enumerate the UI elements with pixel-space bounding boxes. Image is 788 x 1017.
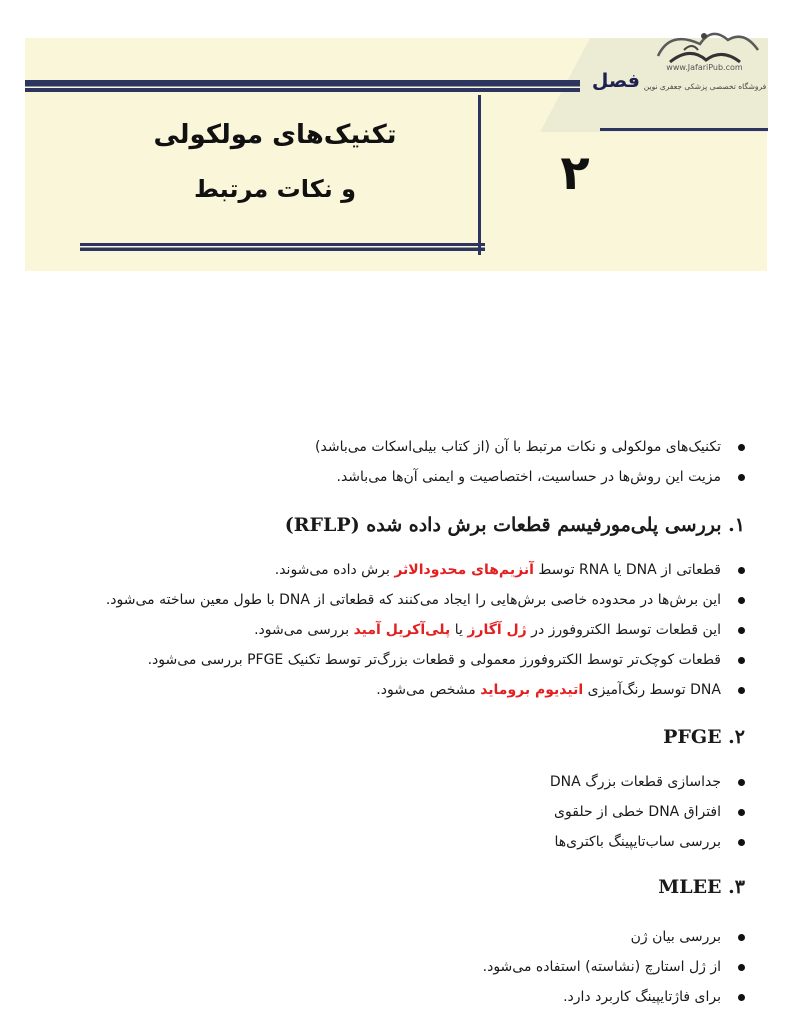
chapter-label: فصل <box>591 70 640 92</box>
section-mlee-list-container <box>80 927 745 1017</box>
intro-list-container <box>80 437 745 497</box>
banner-stripe-top <box>25 80 580 92</box>
list-item: افتراق DNA خطی از حلقوی <box>80 802 745 832</box>
rflp-list <box>80 560 745 710</box>
section-mlee <box>80 872 745 902</box>
highlight-term: ژل آگارز <box>467 622 527 638</box>
logo-subtitle: فروشگاه تخصصی پزشکی جعفری نوین <box>643 82 767 91</box>
section-heading: ۳. MLEE <box>658 876 745 898</box>
tab-underline <box>600 128 768 131</box>
list-item: از ژل استارچ (نشاسته) استفاده می‌شود. <box>80 957 745 987</box>
section-heading: ۱. بررسی پلی‌مورفیسم قطعات برش داده شده (RFLP) <box>284 514 745 536</box>
list-item: قطعاتی از DNA یا RNA توسط آنزیم‌های محدودالاثر برش داده می‌شوند. <box>80 560 745 590</box>
chapter-number: ۲ <box>560 145 590 201</box>
highlight-term: آنزیم‌های محدودالاثر <box>394 562 534 578</box>
list-item: DNA توسط رنگ‌آمیزی اتیدیوم بروماید مشخص می‌شود. <box>80 680 745 710</box>
list-item: جداسازی قطعات بزرگ DNA <box>80 772 745 802</box>
highlight-term: پلی‌آکریل آمید <box>353 622 451 638</box>
chapter-title-line1: تکنیک‌های مولکولی <box>153 120 397 150</box>
pfge-list <box>80 772 745 862</box>
intro-list <box>80 437 745 497</box>
highlight-term: اتیدیوم بروماید <box>480 682 584 698</box>
list-item: قطعات کوچک‌تر توسط الکتروفورز معمولی و قطعات بزرگ‌تر توسط تکنیک PFGE بررسی می‌شود. <box>80 650 745 680</box>
mlee-list <box>80 927 745 1017</box>
list-item: تکنیک‌های مولکولی و نکات مرتبط با آن (از کتاب بیلی‌اسکات می‌باشد) <box>80 437 745 467</box>
banner-divider <box>478 95 481 255</box>
section-heading: ۲. PFGE <box>663 726 745 748</box>
section-rflp-list-container <box>80 560 745 710</box>
list-item: مزیت این روش‌ها در حساسیت، اختصاصیت و ایمنی آن‌ها می‌باشد. <box>80 467 745 497</box>
list-item: بررسی ساب‌تایپینگ باکتری‌ها <box>80 832 745 862</box>
list-item: برای فاژتایپینگ کاربرد دارد. <box>80 987 745 1017</box>
banner-stripe-bottom <box>80 243 485 251</box>
section-pfge <box>80 722 745 752</box>
section-pfge-list-container <box>80 772 745 862</box>
list-item: این قطعات توسط الکتروفورز در ژل آگارز یا پلی‌آکریل آمید بررسی می‌شود. <box>80 620 745 650</box>
logo-url: www.JafariPub.com <box>666 63 743 72</box>
section-rflp <box>80 510 745 540</box>
chapter-title-line2: و نکات مرتبط <box>193 175 357 203</box>
list-item: این برش‌ها در محدوده خاصی برش‌هایی را ایجاد می‌کنند که قطعاتی از DNA با طول معین ساخته می‌شود. <box>80 590 745 620</box>
list-item: بررسی بیان ژن <box>80 927 745 957</box>
